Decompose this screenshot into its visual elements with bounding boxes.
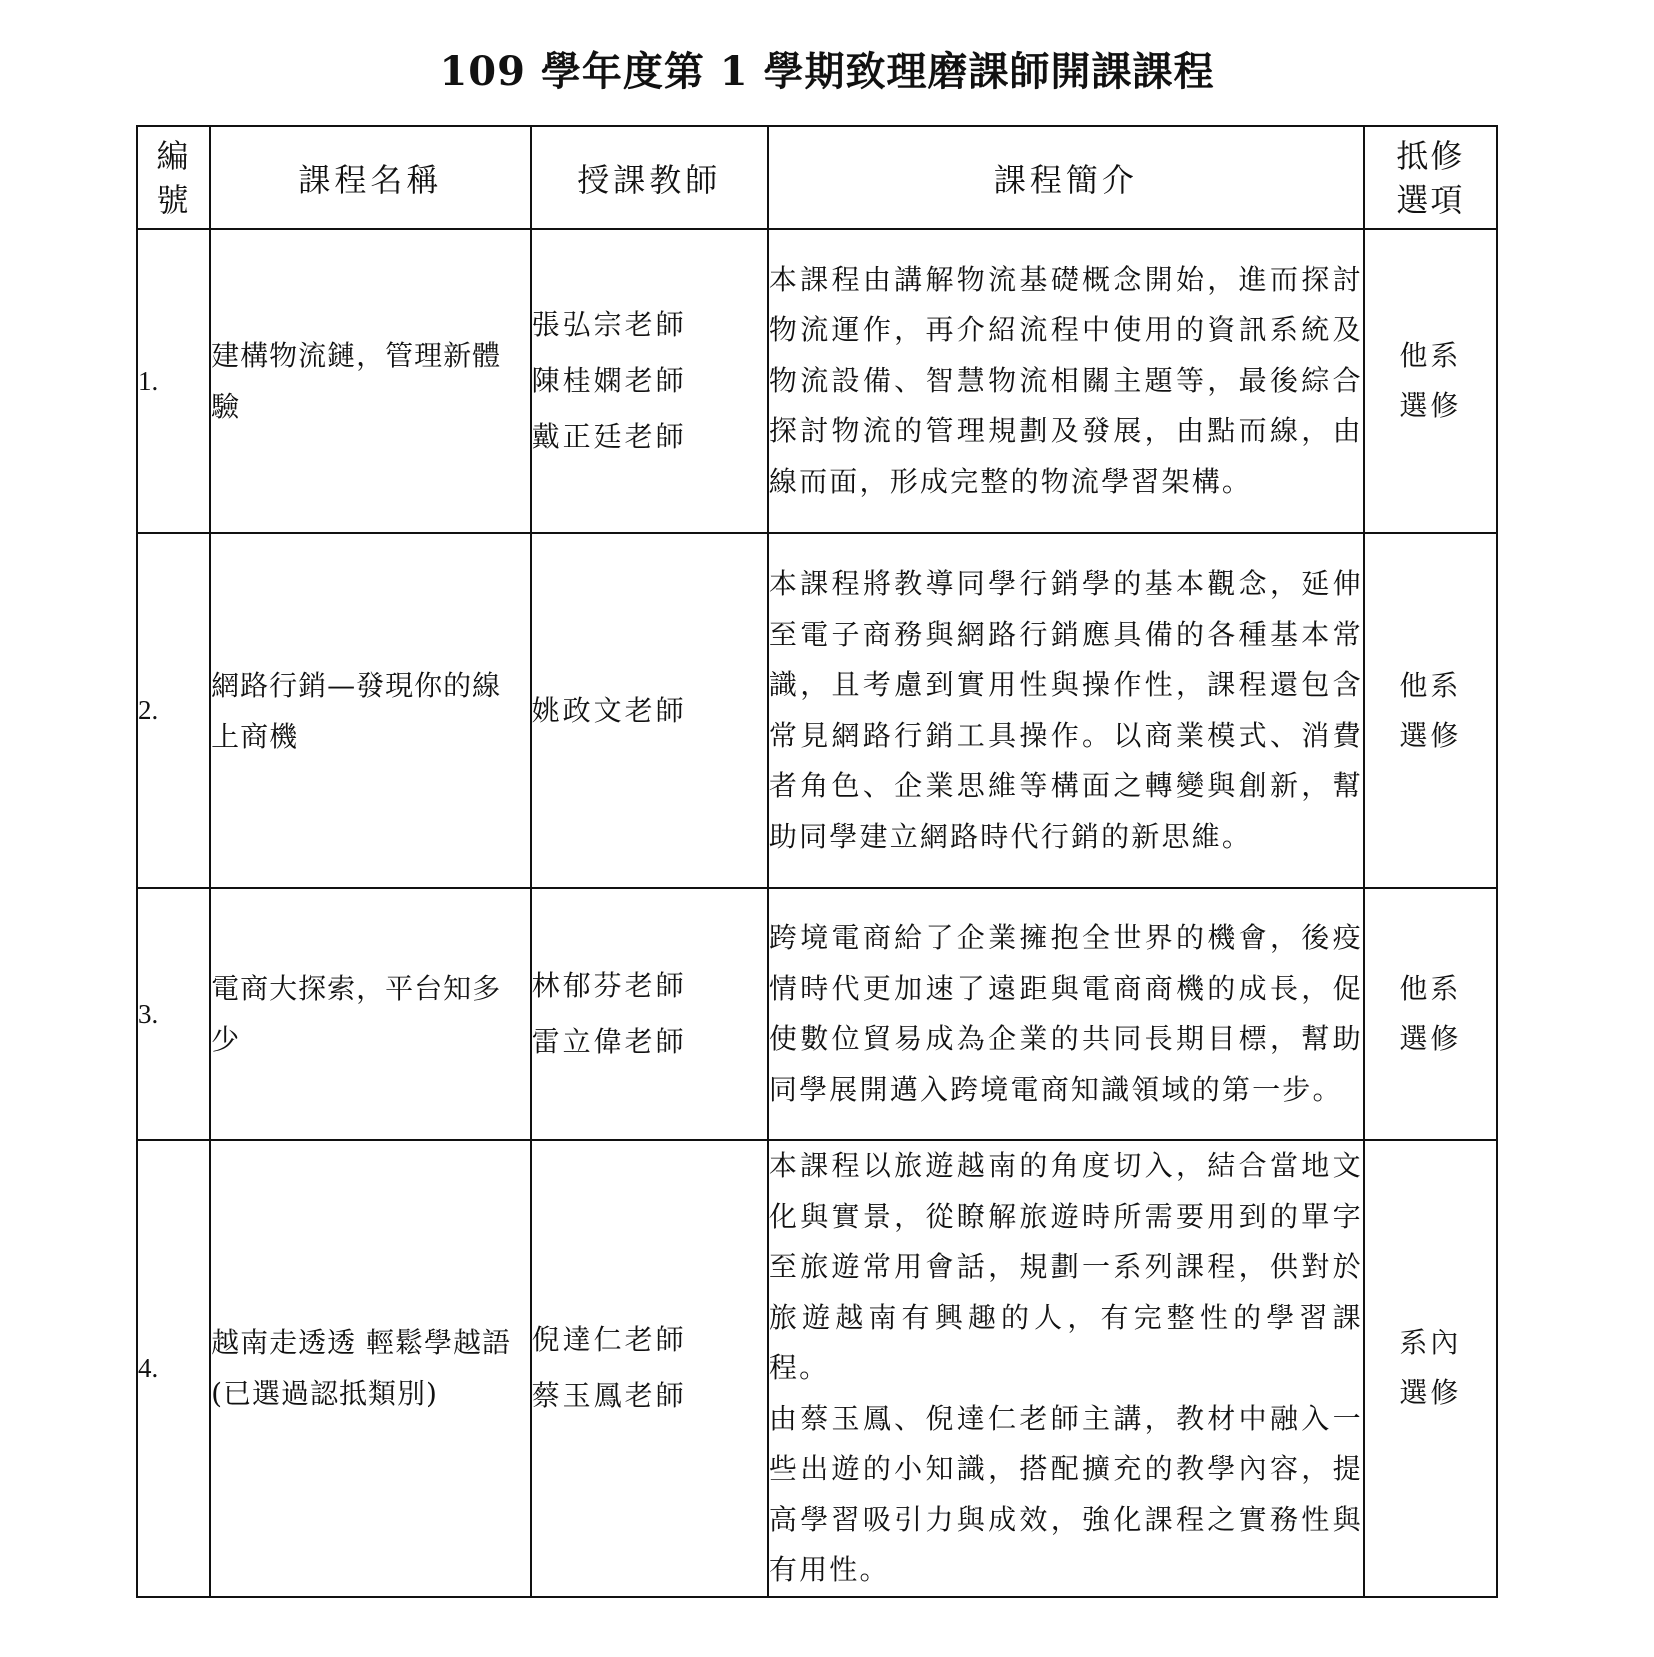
page-title: 109 學年度第 1 學期致理磨課師開課課程	[439, 48, 1215, 95]
header-number-line1: 編	[156, 136, 191, 175]
course-option	[1364, 888, 1497, 1140]
course-teachers	[531, 229, 768, 533]
header-teacher: 授課教師	[531, 126, 768, 229]
teacher-name: 戴正廷老師	[531, 420, 687, 453]
intro-paragraph: 由蔡玉鳳、倪達仁老師主講，教材中融入一些出遊的小知識，搭配擴充的教學內容，提高學習吸引力與成效，強化課程之實務性與有用性。	[768, 1401, 1363, 1586]
intro-paragraph: 本課程由講解物流基礎概念開始，進而探討物流運作，再介紹流程中使用的資訊系統及物流設備、智慧物流相關主題等，最後綜合探討物流的管理規劃及發展，由點而線，由線而面，形成完整的物流學習架構。	[768, 262, 1363, 498]
header-option-line1: 抵修	[1396, 136, 1465, 175]
teacher-name: 陳桂嫻老師	[531, 364, 687, 397]
option-line2: 選修	[1399, 718, 1462, 752]
course-intro	[768, 533, 1364, 888]
header-number	[137, 126, 210, 229]
option-line2: 選修	[1399, 1376, 1462, 1410]
header-option-line2: 選項	[1396, 180, 1465, 219]
intro-paragraph: 跨境電商給了企業擁抱全世界的機會，後疫情時代更加速了遠距與電商商機的成長，促使數位貿易成為企業的共同長期目標，幫助同學展開邁入跨境電商知識領域的第一步。	[768, 921, 1363, 1106]
course-teachers	[531, 533, 768, 888]
course-name: 越南走透透 輕鬆學越語(已選過認抵類別)	[210, 1140, 530, 1597]
teacher-name: 林郁芬老師	[531, 969, 687, 1002]
course-name: 網路行銷—發現你的線上商機	[210, 533, 530, 888]
option-line1: 他系	[1399, 668, 1462, 702]
table-row	[137, 888, 1497, 1140]
intro-paragraph: 本課程將教導同學行銷學的基本觀念，延伸至電子商務與網路行銷應具備的各種基本常識，且考慮到實用性與操作性，課程還包含常見網路行銷工具操作。以商業模式、消費者角色、企業思維等構面之轉變與創新，幫助同學建立網路時代行銷的新思維。	[768, 567, 1363, 853]
option-line1: 他系	[1399, 339, 1462, 372]
header-intro: 課程簡介	[768, 126, 1364, 229]
course-option	[1364, 1140, 1497, 1597]
course-intro	[768, 888, 1364, 1140]
table-row	[137, 1140, 1497, 1597]
course-option	[1364, 229, 1497, 533]
row-number: 3.	[137, 888, 210, 1140]
teacher-name: 姚政文老師	[531, 693, 687, 727]
course-table	[136, 125, 1498, 1598]
intro-paragraph: 本課程以旅遊越南的角度切入，結合當地文化與實景，從瞭解旅遊時所需要用到的單字至旅遊常用會話，規劃一系列課程，供對於旅遊越南有興趣的人，有完整性的學習課程。	[768, 1149, 1363, 1384]
header-number-line2: 號	[156, 180, 191, 219]
teacher-name: 倪達仁老師	[531, 1323, 687, 1357]
course-teachers	[531, 888, 768, 1140]
table-row	[137, 229, 1497, 533]
course-name: 電商大探索，平台知多少	[210, 888, 530, 1140]
course-name: 建構物流鏈，管理新體驗	[210, 229, 530, 533]
course-teachers	[531, 1140, 768, 1597]
row-number: 1.	[137, 229, 210, 533]
option-line1: 系內	[1399, 1326, 1462, 1360]
table-header-row	[137, 126, 1497, 229]
option-line2: 選修	[1399, 389, 1462, 422]
row-number: 4.	[137, 1140, 210, 1597]
course-option	[1364, 533, 1497, 888]
row-number: 2.	[137, 533, 210, 888]
option-line1: 他系	[1399, 972, 1462, 1005]
teacher-name: 雷立偉老師	[531, 1025, 687, 1058]
option-line2: 選修	[1399, 1022, 1462, 1055]
course-intro	[768, 1140, 1364, 1597]
teacher-name: 蔡玉鳳老師	[531, 1379, 687, 1413]
course-intro	[768, 229, 1364, 533]
header-course-name: 課程名稱	[210, 126, 530, 229]
teacher-name: 張弘宗老師	[531, 308, 687, 341]
table-row	[137, 533, 1497, 888]
header-option	[1364, 126, 1497, 229]
